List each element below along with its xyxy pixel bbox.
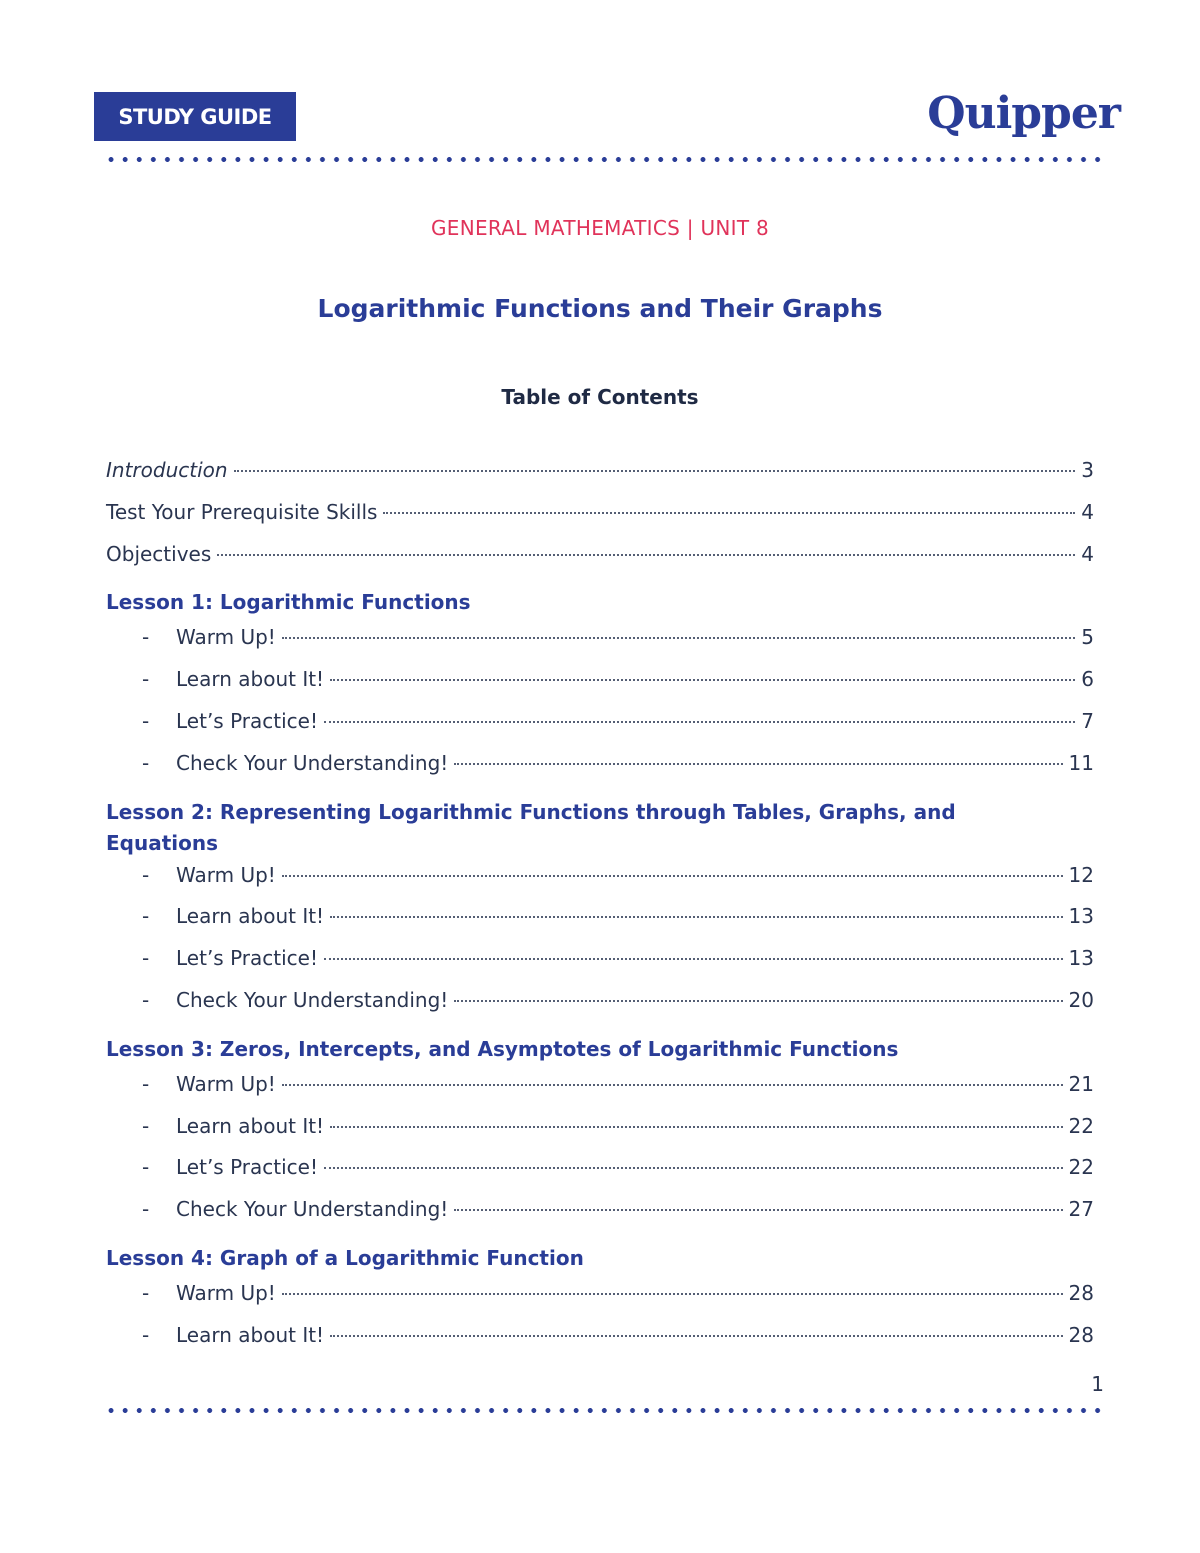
toc-entry-label: Objectives [106, 541, 212, 566]
list-dash: - [142, 904, 150, 929]
toc-entry-label: Test Your Prerequisite Skills [106, 499, 378, 524]
toc-entry-label: Let’s Practice! [176, 708, 318, 733]
dot-leader [324, 958, 1063, 960]
toc-lesson-4-heading[interactable]: Lesson 4: Graph of a Logarithmic Function [106, 1245, 584, 1270]
toc-entry-page: 4 [1081, 541, 1094, 566]
toc-entry-label: Warm Up! [176, 1280, 276, 1305]
toc-lesson-1-item[interactable] [106, 667, 1094, 709]
page-number: 1 [1091, 1372, 1104, 1396]
toc-entry-introduction[interactable] [106, 458, 1094, 500]
list-dash: - [142, 862, 150, 887]
toc-entry-page: 13 [1068, 946, 1094, 971]
toc-lesson-2-item[interactable] [106, 988, 1094, 1030]
toc-entry-label: Learn about It! [176, 667, 325, 692]
toc-lesson-1-item[interactable] [106, 709, 1094, 751]
toc-entry-label: Check Your Understanding! [176, 1197, 449, 1222]
toc-entry-page: 7 [1081, 708, 1094, 733]
toc-entry-objectives[interactable] [106, 542, 1094, 584]
list-dash: - [142, 708, 150, 733]
list-dash: - [142, 1071, 150, 1096]
table-of-contents [106, 458, 1094, 1365]
dot-leader [217, 554, 1075, 556]
list-dash: - [142, 1113, 150, 1138]
toc-entry-page: 5 [1081, 625, 1094, 650]
list-dash: - [142, 625, 150, 650]
toc-entry-page: 12 [1068, 862, 1094, 887]
list-dash: - [142, 1280, 150, 1305]
toc-entry-page: 21 [1068, 1071, 1094, 1096]
toc-entry-label: Check Your Understanding! [176, 987, 449, 1012]
toc-lesson-3-item[interactable] [106, 1197, 1094, 1239]
toc-heading: Table of Contents [501, 385, 699, 409]
dot-leader [282, 637, 1075, 639]
toc-entry-page: 3 [1081, 458, 1094, 482]
toc-entry-page: 28 [1068, 1280, 1094, 1305]
toc-entry-label: Learn about It! [176, 1322, 325, 1347]
dot-leader [282, 1293, 1063, 1295]
toc-entry-label: Warm Up! [176, 862, 276, 887]
dot-leader [324, 1167, 1063, 1169]
footer-dotted-divider [104, 1408, 1104, 1413]
toc-lesson-4-item[interactable] [106, 1281, 1094, 1323]
toc-entry-page: 22 [1068, 1155, 1094, 1180]
list-dash: - [142, 1322, 150, 1347]
toc-entry-label: Warm Up! [176, 1071, 276, 1096]
dot-leader [282, 1084, 1063, 1086]
dot-leader [330, 1126, 1062, 1128]
toc-lesson-2-item[interactable] [106, 863, 1094, 905]
study-guide-badge: STUDY GUIDE [94, 92, 296, 141]
dot-leader [234, 470, 1076, 472]
list-dash: - [142, 1155, 150, 1180]
toc-entry-label: Introduction [106, 458, 228, 482]
toc-entry-page: 28 [1068, 1322, 1094, 1347]
toc-entry-page: 6 [1081, 667, 1094, 692]
toc-entry-page: 20 [1068, 987, 1094, 1012]
toc-lesson-3-item[interactable] [106, 1072, 1094, 1114]
toc-entry-page: 22 [1068, 1113, 1094, 1138]
toc-entry-label: Let’s Practice! [176, 1155, 318, 1180]
dot-leader [454, 763, 1062, 765]
dot-leader [324, 721, 1075, 723]
unit-label: GENERAL MATHEMATICS | UNIT 8 [430, 216, 770, 240]
toc-lesson-2-item[interactable] [106, 904, 1094, 946]
list-dash: - [142, 987, 150, 1012]
toc-entry-label: Let’s Practice! [176, 946, 318, 971]
toc-lesson-2-item[interactable] [106, 946, 1094, 988]
toc-lesson-1-item[interactable] [106, 751, 1094, 793]
quipper-logo: Quipper [927, 88, 1120, 139]
toc-entry-label: Warm Up! [176, 625, 276, 650]
toc-entry-label: Learn about It! [176, 904, 325, 929]
dot-leader [330, 1335, 1062, 1337]
dot-leader [454, 1209, 1062, 1211]
list-dash: - [142, 667, 150, 692]
list-dash: - [142, 946, 150, 971]
dot-leader [383, 512, 1075, 514]
toc-lesson-2-heading[interactable]: Lesson 2: Representing Logarithmic Functions through Tables, Graphs, and Equations [106, 799, 956, 855]
toc-entry-label: Learn about It! [176, 1113, 325, 1138]
toc-entry-page: 11 [1068, 750, 1094, 775]
toc-lesson-1-heading[interactable]: Lesson 1: Logarithmic Functions [106, 590, 471, 615]
toc-lesson-3-item[interactable] [106, 1114, 1094, 1156]
toc-entry-page: 27 [1068, 1197, 1094, 1222]
toc-lesson-3-heading[interactable]: Lesson 3: Zeros, Intercepts, and Asymptotes of Logarithmic Functions [106, 1036, 899, 1061]
list-dash: - [142, 750, 150, 775]
dot-leader [330, 916, 1062, 918]
toc-lesson-1-item[interactable] [106, 625, 1094, 667]
list-dash: - [142, 1197, 150, 1222]
toc-lesson-3-item[interactable] [106, 1155, 1094, 1197]
page-title: Logarithmic Functions and Their Graphs [317, 294, 883, 323]
dot-leader [330, 679, 1075, 681]
dot-leader [454, 1000, 1062, 1002]
toc-entry-page: 4 [1081, 499, 1094, 524]
toc-entry-prerequisite-skills[interactable] [106, 500, 1094, 542]
toc-lesson-4-item[interactable] [106, 1323, 1094, 1365]
toc-entry-page: 13 [1068, 904, 1094, 929]
header-dotted-divider [104, 157, 1104, 162]
toc-entry-label: Check Your Understanding! [176, 750, 449, 775]
dot-leader [282, 875, 1063, 877]
